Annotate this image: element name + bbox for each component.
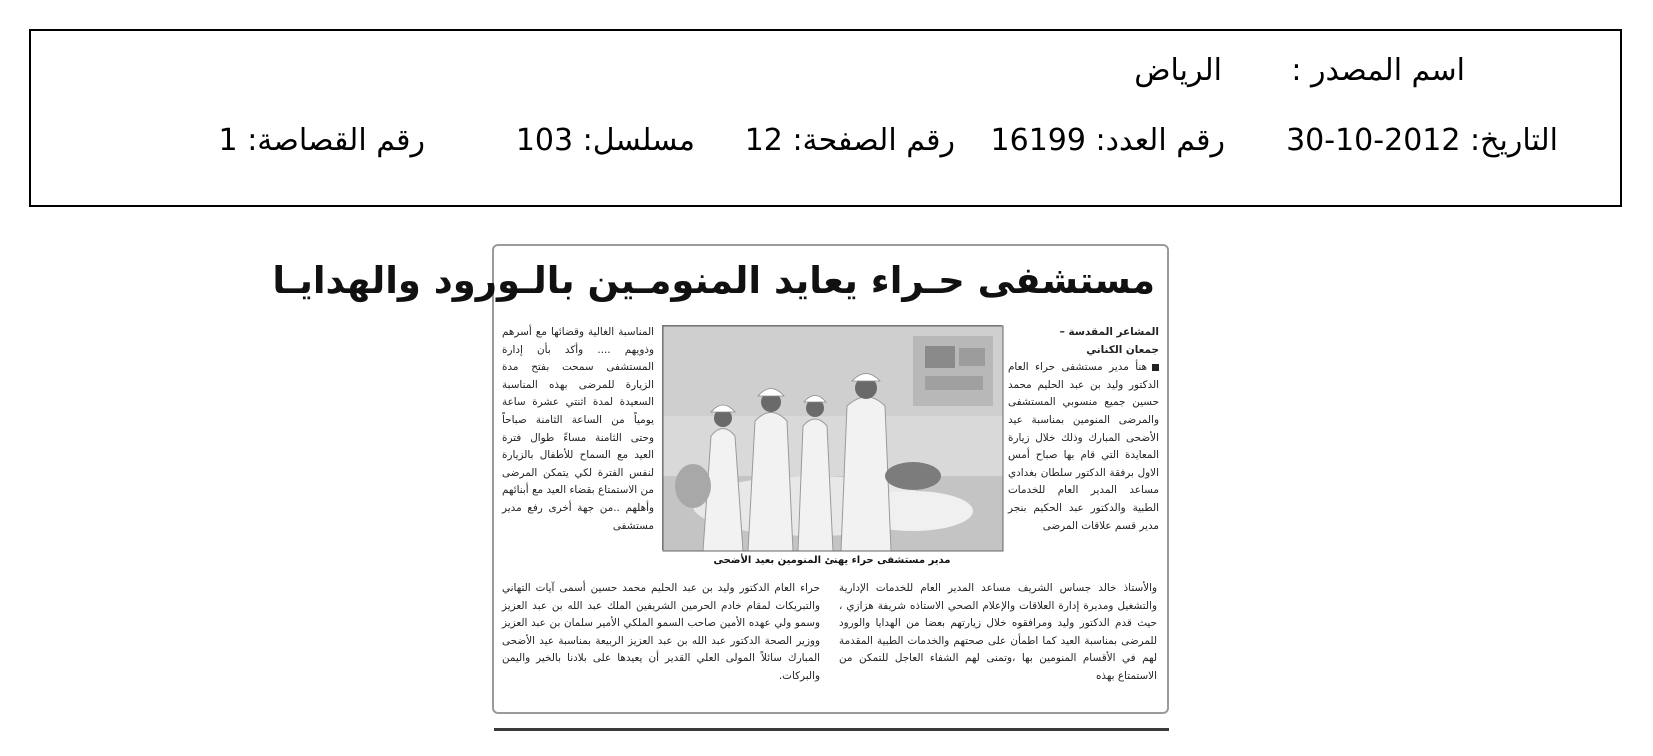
right-column-text: هنأ مدير مستشفى حراء العام الدكتور وليد بن عبد الحليم محمد حسين جميع منسوبي المستشفى والمرضى المنومين بمناسبة عيد الأضحى المبارك وذلك خلال زيارة المعايدة التي قام بها صباح أمس الاول برفقة الدكتور سلطان بغدادي مساعد المدير العام للخدمات الطبية والدكتور عبد الحكيم بنجر مدير قسم علاقات المرضى	[1008, 361, 1159, 532]
issue-value: 16199	[990, 123, 1086, 158]
bottom-right-column: والأستاذ خالد جساس الشريف مساعد المدير العام للخدمات الإدارية والتشغيل ومديرة إدارة العلاقات والإعلام الصحي الاستاذه شريفة هزازي ، حيث قدم الدكتور وليد ومرافقوه خلال زيارتهم بعضا من الهدايا والورود للمرضى بمناسبة العيد كما اطمأن على صحتهم والخدمات الطبية المقدمة لهم في الأقسام المنومين بها ،وتمنى لهم الشفاء العاجل للتمكن من الاستمتاع بهذه	[839, 582, 1157, 682]
issue-label: رقم العدد:	[1095, 123, 1225, 158]
page-label: رقم الصفحة:	[792, 123, 955, 158]
clipping-group	[219, 123, 425, 159]
issue-group	[991, 123, 1225, 159]
byline-author: جمعان الكناني	[1086, 343, 1159, 356]
clipping-value: 1	[218, 123, 238, 158]
clipping-label: رقم القصاصة:	[247, 123, 425, 158]
article-right-column	[1008, 324, 1159, 535]
photo-caption: مدير مستشفى حراء يهنئ المنومين بعيد الأضحى	[713, 555, 951, 566]
newspaper-clipping	[272, 244, 1169, 714]
hospital-visit-image	[663, 326, 1003, 551]
left-column-text: المناسبة الغالية وقضائها مع أسرهم وذويهم .... وأكد بأن إدارة المستشفى سمحت بفتح مدة الزيارة للمرضى بهذه المناسبة السعيدة لمدة اثنتي عشرة ساعة يومياً من الساعة الثامنة صباحاً وحتى الثامنة مساءً طوال فترة العيد مع السماح للأطفال بالزيارة لنفس الفترة لكي يتمكن المرضى من الاستمتاع بقضاء العيد مع أبنائهم وأهلهم ..من جهة أخرى رفع مدير مستشفى	[502, 326, 654, 532]
serial-group	[516, 123, 695, 159]
serial-value: 103	[515, 123, 574, 158]
bullet-icon	[1152, 364, 1159, 371]
source-label: اسم المصدر :	[1291, 53, 1465, 88]
date-label: التاريخ:	[1470, 123, 1558, 158]
meta-row	[1286, 123, 1558, 159]
bottom-divider	[494, 728, 1169, 731]
byline-place: المشاعر المقدسة –	[1059, 326, 1159, 338]
article-photo	[662, 325, 1002, 550]
source-row	[1291, 53, 1465, 89]
source-value: الرياض	[1134, 53, 1222, 88]
article-bottom	[502, 580, 1157, 706]
serial-label: مسلسل:	[582, 123, 695, 158]
page-value: 12	[744, 123, 783, 158]
source-info-box	[29, 29, 1622, 207]
page-group	[745, 123, 955, 159]
bottom-left-column: حراء العام الدكتور وليد بن عبد الحليم محمد حسين أسمى آيات التهاني والتبريكات لمقام خادم الحرمين الشريفين الملك عبد الله بن عبد العزيز وسمو ولي عهده الأمين صاحب السمو الملكي الأمير سلمان بن عبد العزيز ووزير الصحة الدكتور عبد الله بن عبد العزيز الربيعة بمناسبة عيد الأضحى المبارك سائلاً المولى العلي القدير أن يعيدها على بلادنا بالخير واليمن والبركات.	[502, 582, 820, 682]
article-left-column	[502, 324, 654, 535]
source-value-row	[1134, 53, 1222, 89]
article-headline: مستشفى حـراء يعايد المنومـين بالـورود والهدايـا	[272, 259, 1155, 302]
date-value: 2012-10-30	[1286, 123, 1461, 158]
